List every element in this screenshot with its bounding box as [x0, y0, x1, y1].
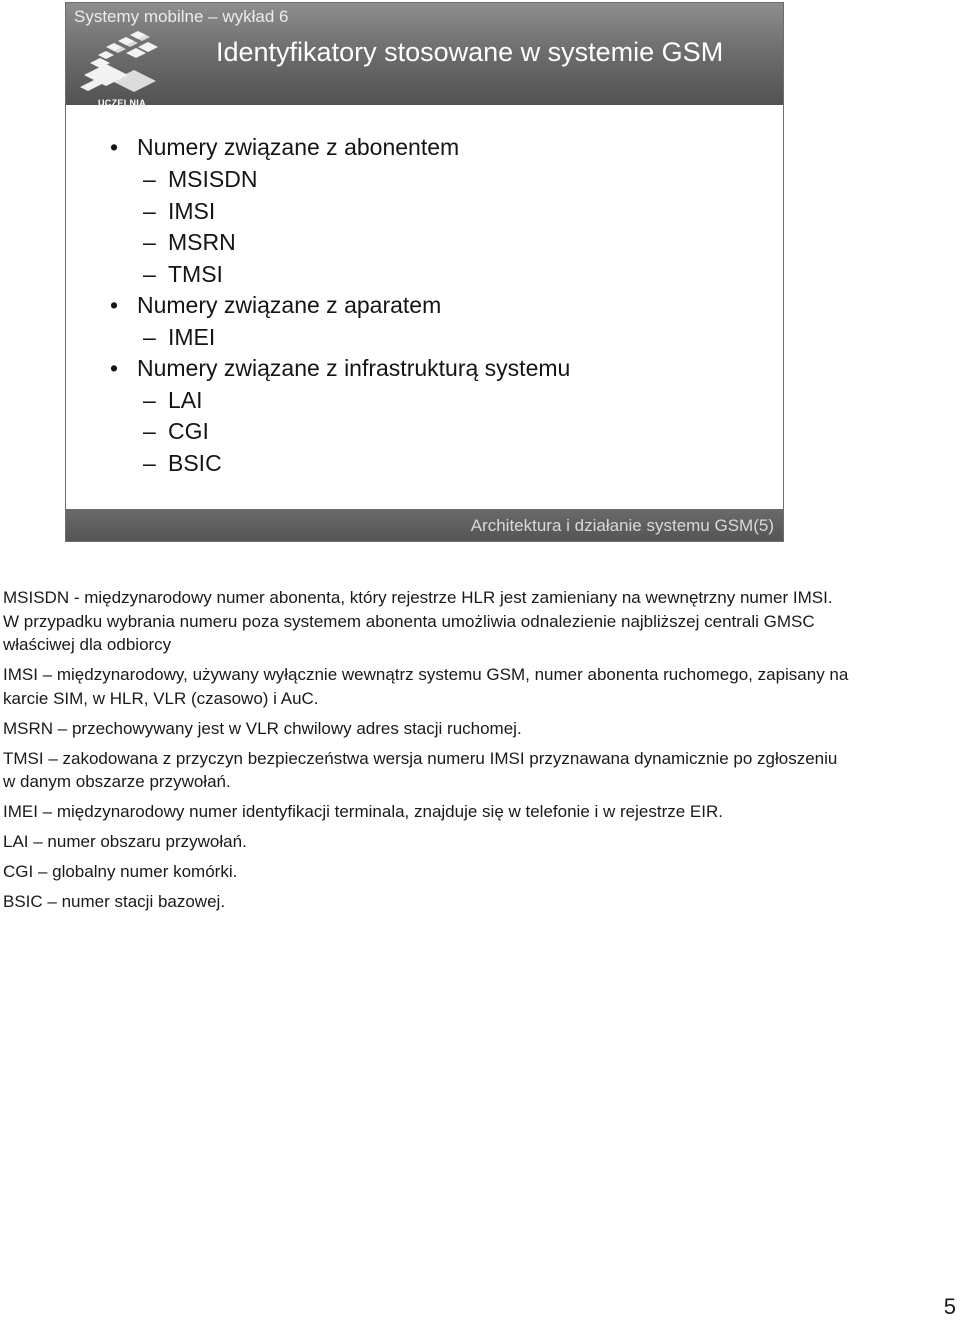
bullet-text: Numery związane z abonentem — [137, 134, 460, 160]
sub-bullet-item — [143, 166, 258, 193]
bullet-text: Numery związane z infrastrukturą systemu — [137, 355, 571, 381]
sub-bullet-text: IMEI — [168, 324, 216, 350]
note-paragraph: TMSI – zakodowana z przyczyn bezpieczeństwa wersja numeru IMSI przyznawana dynamicznie po zgłoszeniu w danym obszarze przywołań. — [3, 748, 838, 791]
note-paragraph: BSIC – numer stacji bazowej. — [3, 892, 226, 911]
sub-bullet-item — [143, 198, 216, 225]
bullet-mark-icon: • — [110, 292, 119, 318]
sub-bullet-text: IMSI — [168, 198, 216, 224]
dash-mark-icon: – — [143, 229, 156, 255]
sub-bullet-text: CGI — [168, 418, 209, 444]
slide-title: Identyfikatory stosowane w systemie GSM — [216, 37, 724, 67]
bullet-mark-icon: • — [110, 355, 119, 381]
sub-bullet-text: MSISDN — [168, 166, 258, 192]
bullet-text: Numery związane z aparatem — [137, 292, 442, 318]
dash-mark-icon: – — [143, 261, 156, 287]
sub-bullet-text: LAI — [168, 387, 203, 413]
sub-bullet-item — [143, 261, 223, 288]
dash-mark-icon: – — [143, 387, 156, 413]
bullet-mark-icon: • — [110, 134, 119, 160]
dash-mark-icon: – — [143, 418, 156, 444]
sub-bullet-text: TMSI — [168, 261, 223, 287]
dash-mark-icon: – — [143, 166, 156, 192]
sub-bullet-item — [143, 324, 216, 351]
sub-bullet-item — [143, 229, 236, 256]
footer-text: Architektura i działanie systemu GSM(5) — [470, 516, 774, 535]
bullet-item — [110, 134, 460, 161]
dash-mark-icon: – — [143, 198, 156, 224]
sub-bullet-text: BSIC — [168, 450, 222, 476]
note-paragraph: IMEI – międzynarodowy numer identyfikacji terminala, znajduje się w telefonie i w rejestrze EIR. — [3, 802, 723, 821]
bullet-item — [110, 292, 442, 319]
slide-body — [66, 105, 783, 509]
slide — [65, 2, 784, 542]
note-paragraph: MSISDN - międzynarodowy numer abonenta, który rejestrze HLR jest zamieniany na wewnętrzny numer IMSI. W przypadku wybrania numeru poza systemem abonenta umożliwia odnalezienie najbliższej centrali GMSC właściwej dla odbiorcy — [3, 588, 833, 654]
logo-text-line1: UCZELNIA — [98, 98, 146, 108]
note-paragraph: LAI – numer obszaru przywołań. — [3, 832, 247, 851]
dash-mark-icon: – — [143, 450, 156, 476]
note-paragraph: IMSI – międzynarodowy, używany wyłącznie wewnątrz systemu GSM, numer abonenta ruchomego, zapisany na karcie SIM, w HLR, VLR (czasowo) i AuC. — [3, 665, 849, 708]
bullet-item — [110, 355, 571, 382]
note-paragraph: CGI – globalny numer komórki. — [3, 862, 238, 881]
sub-bullet-item — [143, 450, 222, 477]
sub-bullet-text: MSRN — [168, 229, 236, 255]
sub-bullet-item — [143, 418, 209, 445]
slide-footer — [66, 509, 783, 541]
sub-bullet-item — [143, 387, 203, 414]
course-label: Systemy mobilne – wykład 6 — [74, 7, 289, 26]
page-number: 5 — [943, 1294, 956, 1319]
lecture-notes — [3, 586, 853, 920]
logo-text-line2: ONLINE — [106, 109, 129, 115]
note-paragraph: MSRN – przechowywany jest w VLR chwilowy adres stacji ruchomej. — [3, 718, 522, 738]
dash-mark-icon: – — [143, 324, 156, 350]
